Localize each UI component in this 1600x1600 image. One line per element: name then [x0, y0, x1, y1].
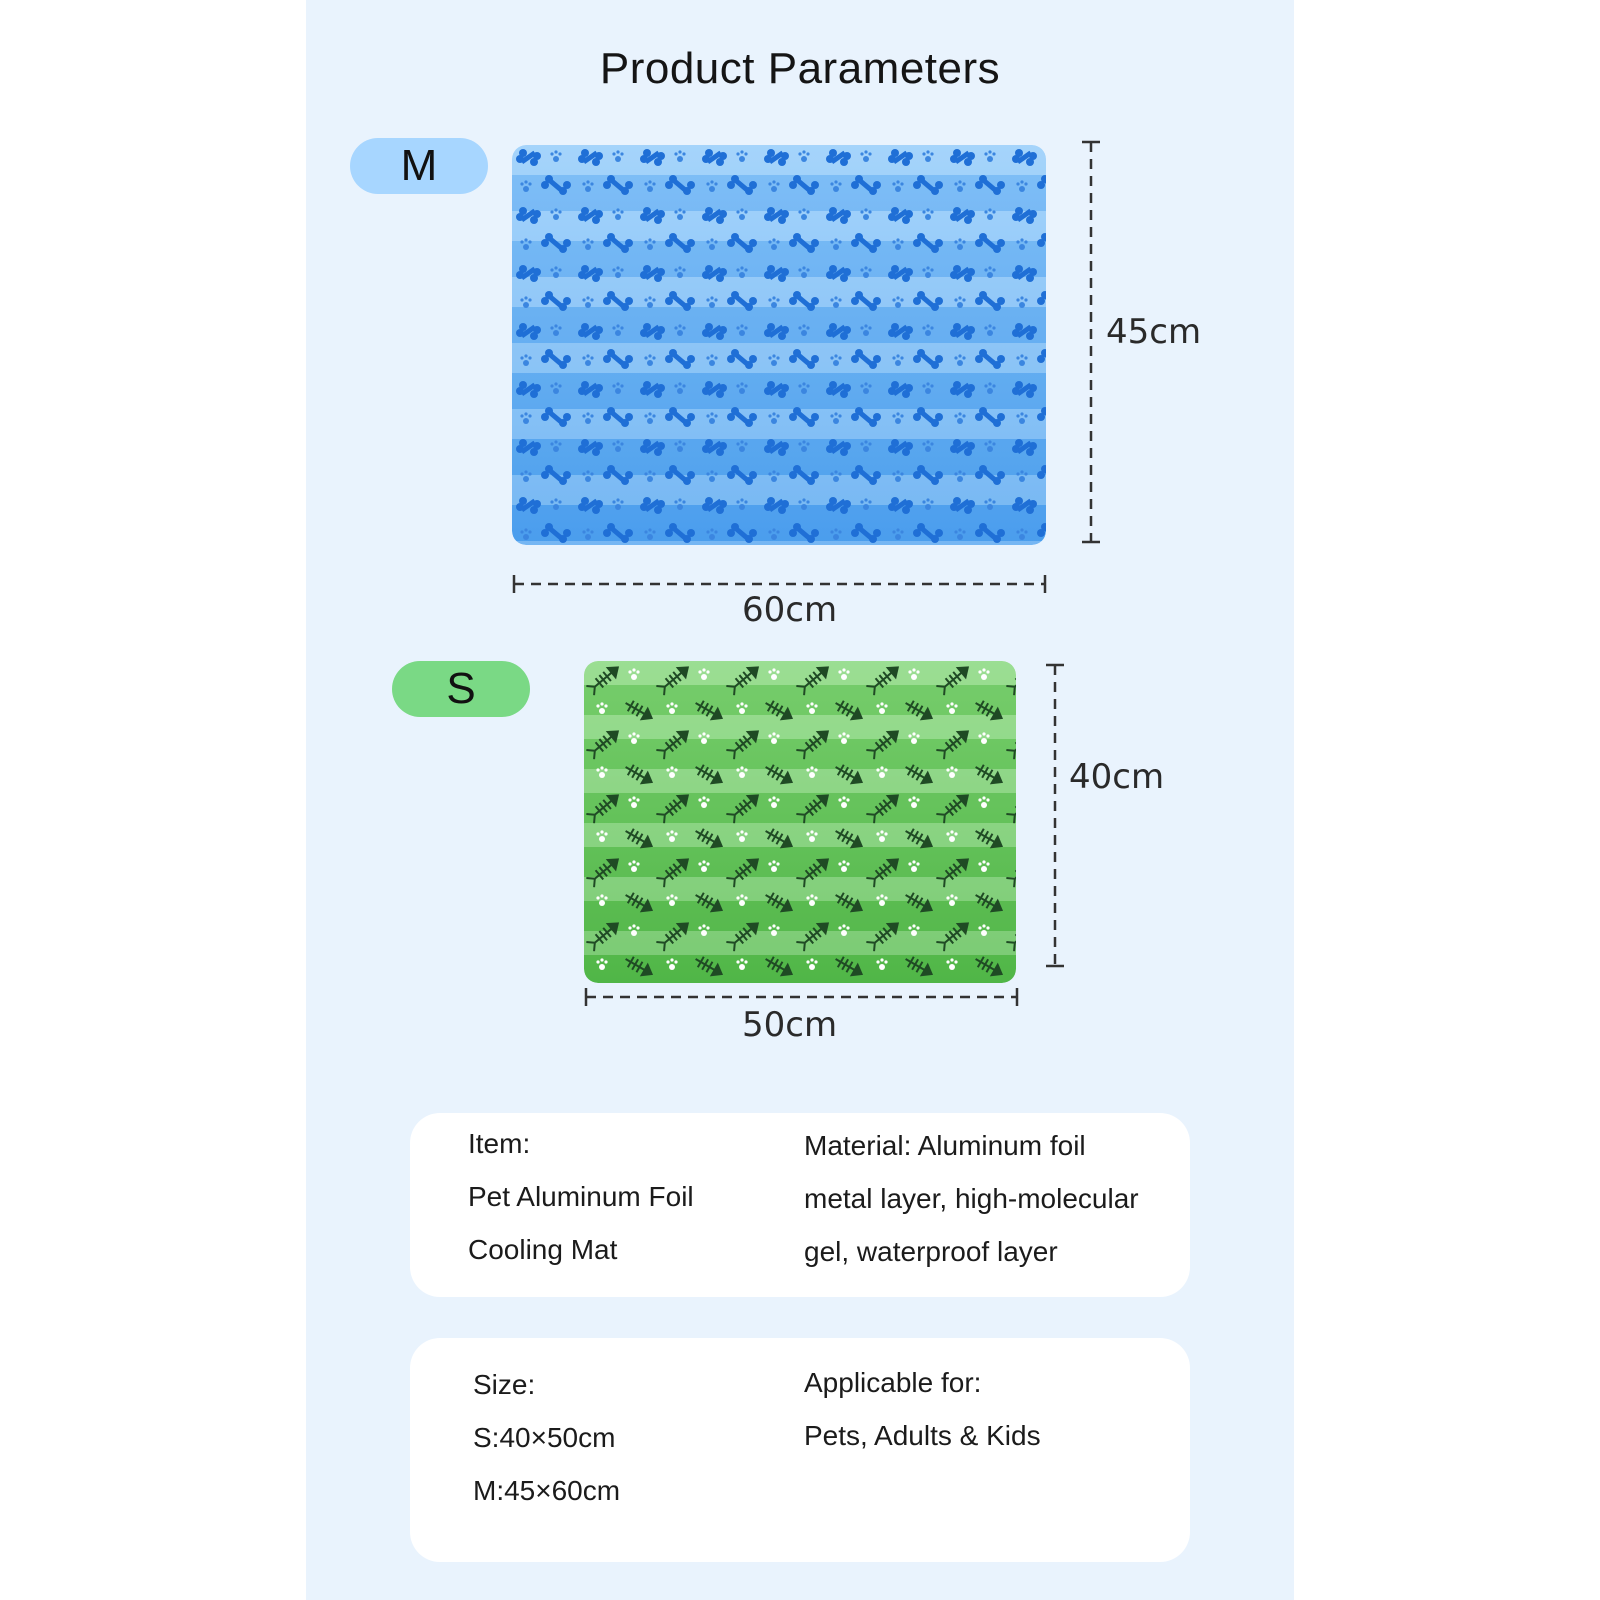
applicable-label: Applicable for: [804, 1367, 982, 1398]
size-badge-m-label: M [400, 141, 438, 190]
fish-pattern-mat-s [584, 661, 1016, 983]
item-material-card [410, 1113, 1190, 1297]
applicable-value: Pets, Adults & Kids [804, 1420, 1041, 1451]
size-applicable-card [410, 1338, 1190, 1562]
size-badge-s [392, 661, 530, 717]
size-label: Size: [473, 1369, 536, 1400]
page-title: Product Parameters [599, 44, 1001, 93]
m-width-label: 60cm [742, 590, 838, 630]
applicable-column [804, 1356, 1041, 1462]
size-m-value: M:45×60cm [473, 1475, 621, 1506]
item-name-line1: Pet Aluminum Foil [468, 1181, 694, 1212]
material-column [804, 1119, 1139, 1278]
material-line3: gel, waterproof layer [804, 1236, 1058, 1267]
material-line2: metal layer, high-molecular [804, 1183, 1139, 1214]
s-width-label: 50cm [742, 1005, 838, 1045]
item-column [468, 1117, 694, 1276]
size-column [473, 1358, 620, 1517]
s-height-label: 40cm [1069, 757, 1165, 797]
item-name-line2: Cooling Mat [468, 1234, 618, 1265]
size-s-value: S:40×50cm [473, 1422, 616, 1453]
m-height-label: 45cm [1106, 312, 1202, 352]
item-label: Item: [468, 1128, 531, 1159]
cooling-mat-s-image [584, 661, 1016, 983]
size-badge-s-label: S [446, 664, 476, 713]
material-line1: Material: Aluminum foil [804, 1130, 1086, 1161]
